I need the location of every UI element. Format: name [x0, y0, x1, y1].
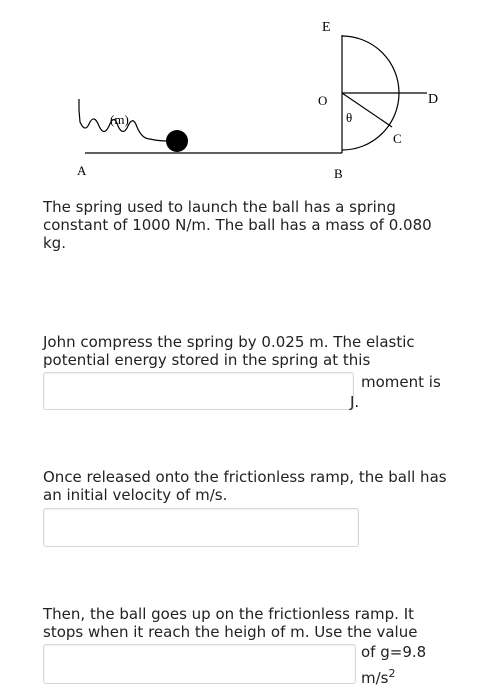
question-1-text: John compress the spring by 0.025 m. The elastic potential energy stored in the spring at this: [43, 333, 415, 369]
question-3-tail-1: of g=9.8: [361, 643, 427, 661]
label-c: C: [393, 131, 402, 146]
label-d: D: [428, 92, 439, 107]
answer-input-3[interactable]: [43, 644, 356, 684]
label-e: E: [322, 20, 331, 35]
question-1-tail-1: moment is: [361, 373, 441, 391]
label-a: A: [77, 163, 87, 178]
label-o: O: [318, 93, 328, 108]
answer-input-2[interactable]: [43, 508, 359, 547]
answer-input-1[interactable]: [43, 372, 354, 410]
problem-statement: The spring used to launch the ball has a spring constant of 1000 N/m. The ball has a mass of 0.080 kg.: [43, 198, 432, 252]
ramp-arc-top: [342, 36, 399, 93]
ball: [166, 130, 188, 152]
physics-diagram: [0, 0, 483, 190]
unit-exponent: 2: [388, 667, 396, 680]
label-b: B: [334, 166, 343, 181]
question-3-text: Then, the ball goes up on the frictionless ramp. It stops when it reach the heigh of m. Use the value: [43, 605, 418, 641]
question-3-tail-2: [361, 665, 395, 687]
question-1-tail-2: J.: [350, 393, 360, 411]
label-m: (m): [110, 112, 129, 127]
label-theta: θ: [346, 110, 353, 125]
unit-base: m/s: [361, 669, 389, 687]
question-2-text: Once released onto the frictionless ramp, the ball has an initial velocity of m/s.: [43, 468, 447, 504]
